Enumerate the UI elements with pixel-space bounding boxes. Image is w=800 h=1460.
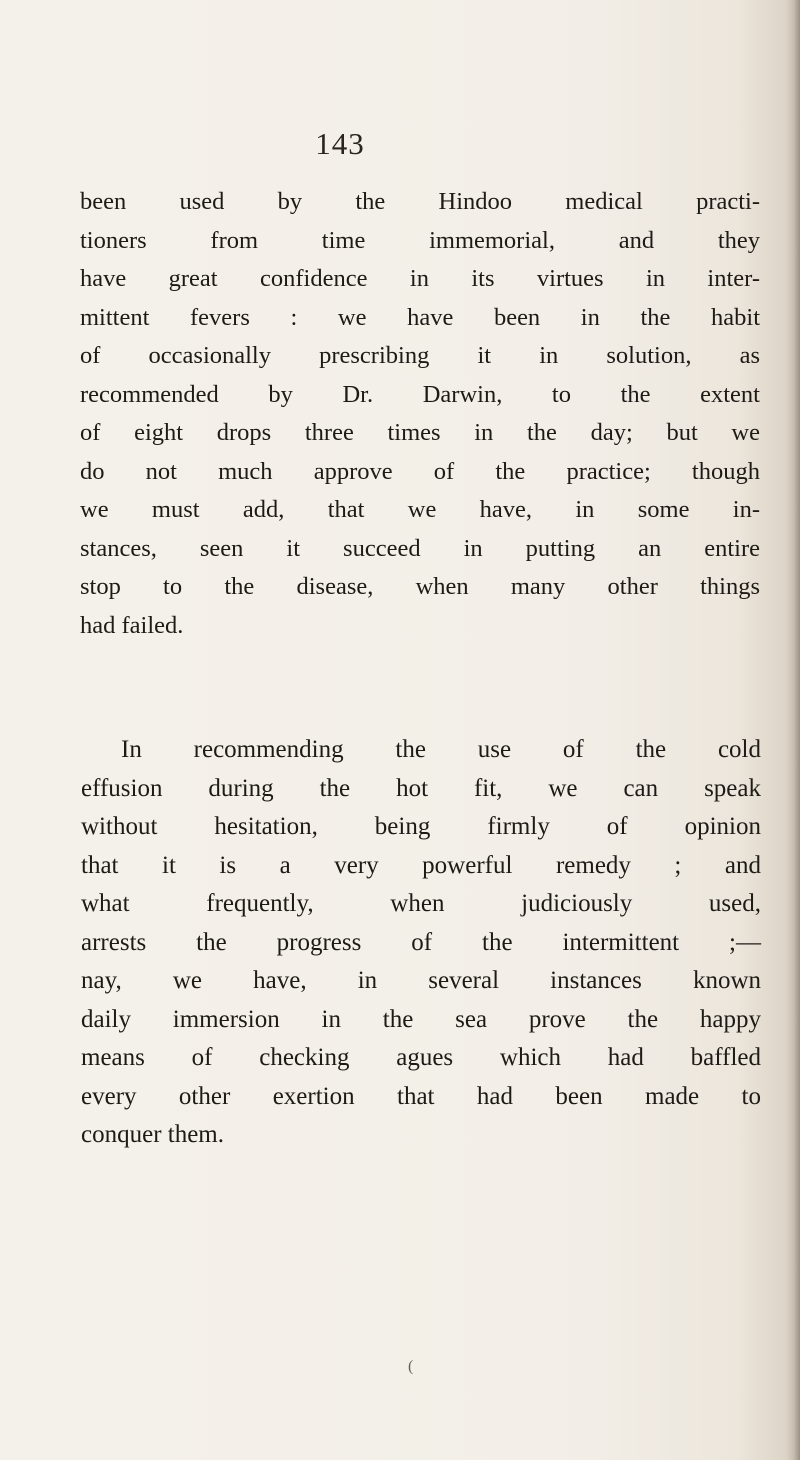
page-edge-shadow	[786, 0, 800, 1460]
text-line: effusion during the hot fit, we can speak	[81, 774, 761, 802]
text-line: conquer them.	[81, 1121, 225, 1148]
text-line: nay, we have, in several instances known	[81, 967, 761, 994]
text-line: have great confidence in its virtues in inter-	[80, 265, 760, 292]
text-line: had failed.	[80, 611, 184, 639]
text-line: stances, seen it succeed in putting an entire	[80, 534, 760, 562]
text-line: arrests the progress of the intermittent ;—	[81, 928, 761, 956]
footer-mark: (	[408, 1358, 414, 1375]
text-line: stop to the disease, when many other things	[80, 573, 760, 600]
paragraph-2	[81, 731, 761, 1155]
text-line: what frequently, when judiciously used,	[81, 890, 761, 917]
text-line: do not much approve of the practice; though	[80, 457, 760, 485]
text-line: every other exertion that had been made to	[81, 1082, 761, 1110]
text-line: we must add, that we have, in some in-	[80, 496, 760, 523]
text-line: means of checking agues which had baffled	[81, 1044, 761, 1071]
text-line: that it is a very powerful remedy ; and	[81, 851, 761, 879]
text-line: of eight drops three times in the day; but we	[80, 419, 760, 446]
text-line: of occasionally prescribing it in solution, as	[80, 342, 760, 369]
page-number: 143	[315, 126, 365, 161]
text-line: been used by the Hindoo medical practi-	[80, 188, 760, 215]
text-line: mittent fevers : we have been in the habit	[80, 303, 760, 331]
text-line: recommended by Dr. Darwin, to the extent	[80, 380, 760, 408]
text-line: In recommending the use of the cold	[121, 736, 761, 763]
paragraph-1	[80, 183, 760, 645]
text-line: daily immersion in the sea prove the happy	[81, 1005, 761, 1033]
text-line: tioners from time immemorial, and they	[80, 226, 760, 254]
text-line: without hesitation, being firmly of opinion	[81, 813, 761, 840]
